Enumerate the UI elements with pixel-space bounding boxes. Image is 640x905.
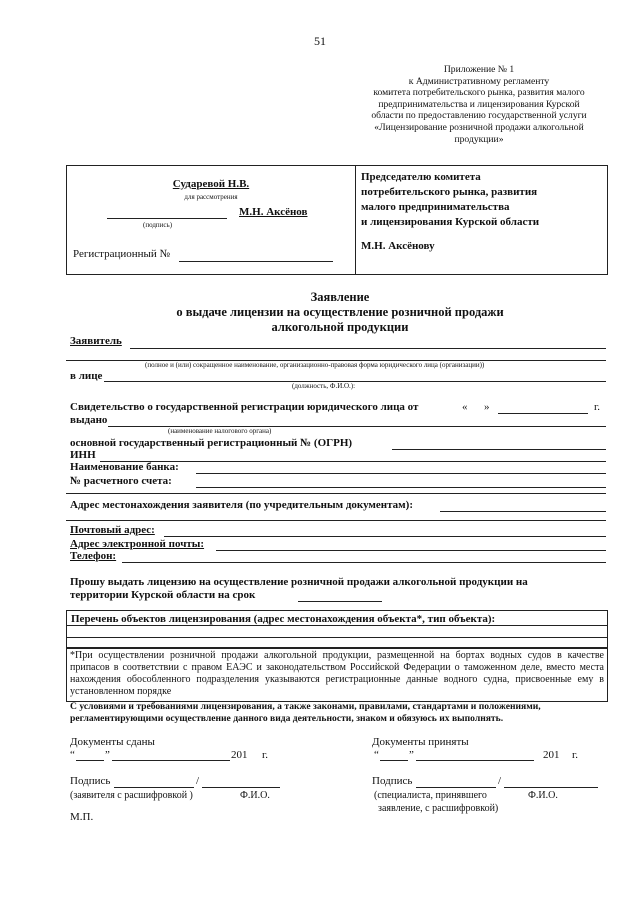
year-suffix-left: г. xyxy=(262,749,269,761)
separator-line xyxy=(66,493,606,494)
issued-label: выдано xyxy=(70,414,108,426)
sign-line-right xyxy=(416,787,496,788)
document-title xyxy=(0,290,640,335)
year-left: 201 xyxy=(231,749,248,761)
sign-label-right: Подпись xyxy=(372,775,413,787)
signature-line xyxy=(107,218,227,219)
ogrn-line xyxy=(392,449,606,450)
account-line xyxy=(196,487,606,488)
slash-right: / xyxy=(498,775,502,787)
appendix-line: предпринимательства и лицензирования Курской xyxy=(378,98,580,110)
title-line: алкогольной продукции xyxy=(271,320,409,334)
request-line-2: территории Курской области на срок xyxy=(70,589,256,601)
header-divider xyxy=(355,166,356,274)
recipient-line: малого предпринимательства xyxy=(361,201,510,213)
footnote-box xyxy=(66,648,608,702)
date-quote-open: « xyxy=(462,401,468,413)
phone-line xyxy=(122,562,606,563)
address-line-2 xyxy=(66,520,606,521)
signature-caption: (подпись) xyxy=(143,221,173,229)
page-number: 51 xyxy=(314,34,326,48)
issued-caption: (наименование налогового органа) xyxy=(168,427,272,435)
objects-row-line xyxy=(67,625,607,626)
certificate-label: Свидетельство о государственной регистрации юридического лица от xyxy=(70,401,419,413)
appendix-line: к Административному регламенту xyxy=(408,75,550,87)
fio-line-left xyxy=(202,787,280,788)
term-line xyxy=(298,601,382,602)
date-quote-close: » xyxy=(484,401,490,413)
appendix-block xyxy=(356,64,602,145)
request-line-1: Прошу выдать лицензию на осуществление розничной продажи алкогольной продукции на xyxy=(70,576,528,588)
ogrn-label: основной государственный регистрационный № (ОГРН) xyxy=(70,437,353,449)
applicant-line xyxy=(130,348,606,349)
date-close-right: ” xyxy=(409,749,414,761)
day-line-right xyxy=(380,760,408,761)
bank-label: Наименование банка: xyxy=(70,461,179,473)
objects-header: Перечень объектов лицензирования (адрес местонахождения объекта*, тип объекта): xyxy=(71,613,496,625)
person-caption: (должность, Ф.И.О.): xyxy=(292,382,356,390)
recipient-name: М.Н. Аксёнову xyxy=(361,240,435,252)
recipient-line: потребительского рынка, развития xyxy=(361,186,538,198)
email-line xyxy=(216,550,606,551)
reg-number-label: Регистрационный № xyxy=(73,248,171,260)
fio-caption-left: Ф.И.О. xyxy=(240,790,270,801)
date-open-left: “ xyxy=(70,749,75,761)
fio-line-right xyxy=(504,787,598,788)
year-right: 201 xyxy=(543,749,560,761)
postal-line xyxy=(164,536,606,537)
recipient-line: и лицензирования Курской области xyxy=(361,216,540,228)
appendix-line: «Лицензирование розничной продажи алкогольной xyxy=(374,121,584,133)
day-line-left xyxy=(76,760,104,761)
date-line xyxy=(498,413,588,414)
appendix-line: области по предоставлению государственной услуги xyxy=(371,110,587,122)
title-line: о выдаче лицензии на осуществление розничной продажи xyxy=(176,305,504,319)
appendix-title: Приложение № 1 xyxy=(443,64,515,75)
docs-submitted-label: Документы сданы xyxy=(70,736,155,748)
reg-number-line xyxy=(179,261,333,262)
fio-caption-right: Ф.И.О. xyxy=(528,790,558,801)
in-person-label: в лице xyxy=(70,370,103,382)
address-line xyxy=(440,511,606,512)
signer-name: М.Н. Аксёнов xyxy=(239,206,308,218)
review-caption: для рассмотрения xyxy=(184,193,238,201)
phone-label: Телефон: xyxy=(70,550,117,562)
address-label: Адрес местонахождения заявителя (по учредительным документам): xyxy=(70,499,414,511)
header-box xyxy=(66,165,608,275)
recipient-block xyxy=(361,170,539,230)
year-suffix: г. xyxy=(594,401,601,413)
appendix-line: продукции» xyxy=(454,133,504,145)
objects-row-line xyxy=(67,637,607,638)
seal-label: М.П. xyxy=(70,811,94,823)
applicant-label: Заявитель xyxy=(70,335,122,347)
applicant-caption: (полное и (или) сокращенное наименование, организационно-правовая форма юридического лица (организации)) xyxy=(145,361,485,369)
agreement-text xyxy=(70,701,541,725)
postal-label: Почтовый адрес: xyxy=(70,524,155,536)
specialist-caption-2: заявление, с расшифровкой) xyxy=(378,803,499,814)
sign-label-left: Подпись xyxy=(70,775,111,787)
slash-left: / xyxy=(196,775,200,787)
year-suffix-right: г. xyxy=(572,749,579,761)
title-line: Заявление xyxy=(310,290,370,304)
specialist-caption-1: (специалиста, принявшего xyxy=(374,790,487,801)
reviewer-name: Сударевой Н.В. xyxy=(172,178,250,190)
date-close-left: ” xyxy=(105,749,110,761)
month-line-left xyxy=(112,760,230,761)
email-label: Адрес электронной почты: xyxy=(70,538,205,550)
docs-accepted-label: Документы приняты xyxy=(372,736,469,748)
footnote-text: *При осуществлении розничной продажи алкогольной продукции, размещенной на бортах водных судов в качестве припасов в соответствии с правом ЕАЭС и законодательством Российской Федерации о таможенном деле, вместо места нахождения обособленного подразделения указываются регистрационные данные водного судна, присвоенные ему в установленном порядке xyxy=(70,650,604,697)
bank-line xyxy=(196,473,606,474)
applicant-sign-caption: (заявителя с расшифровкой ) xyxy=(70,790,193,801)
inn-label: ИНН xyxy=(70,449,96,461)
date-open-right: “ xyxy=(374,749,379,761)
month-line-right xyxy=(416,760,534,761)
recipient-line: Председателю комитета xyxy=(361,171,481,183)
account-label: № расчетного счета: xyxy=(70,475,172,487)
objects-table xyxy=(66,610,608,648)
agreement-line: С условиями и требованиями лицензирования, а также законами, правилами, стандартами и положениями, xyxy=(70,701,541,712)
appendix-line: комитета потребительского рынка, развития малого xyxy=(373,87,585,99)
agreement-line: регламентирующими осуществление данного вида деятельности, знаком и обязуюсь их выполнять. xyxy=(70,713,504,724)
sign-line-left xyxy=(114,787,194,788)
